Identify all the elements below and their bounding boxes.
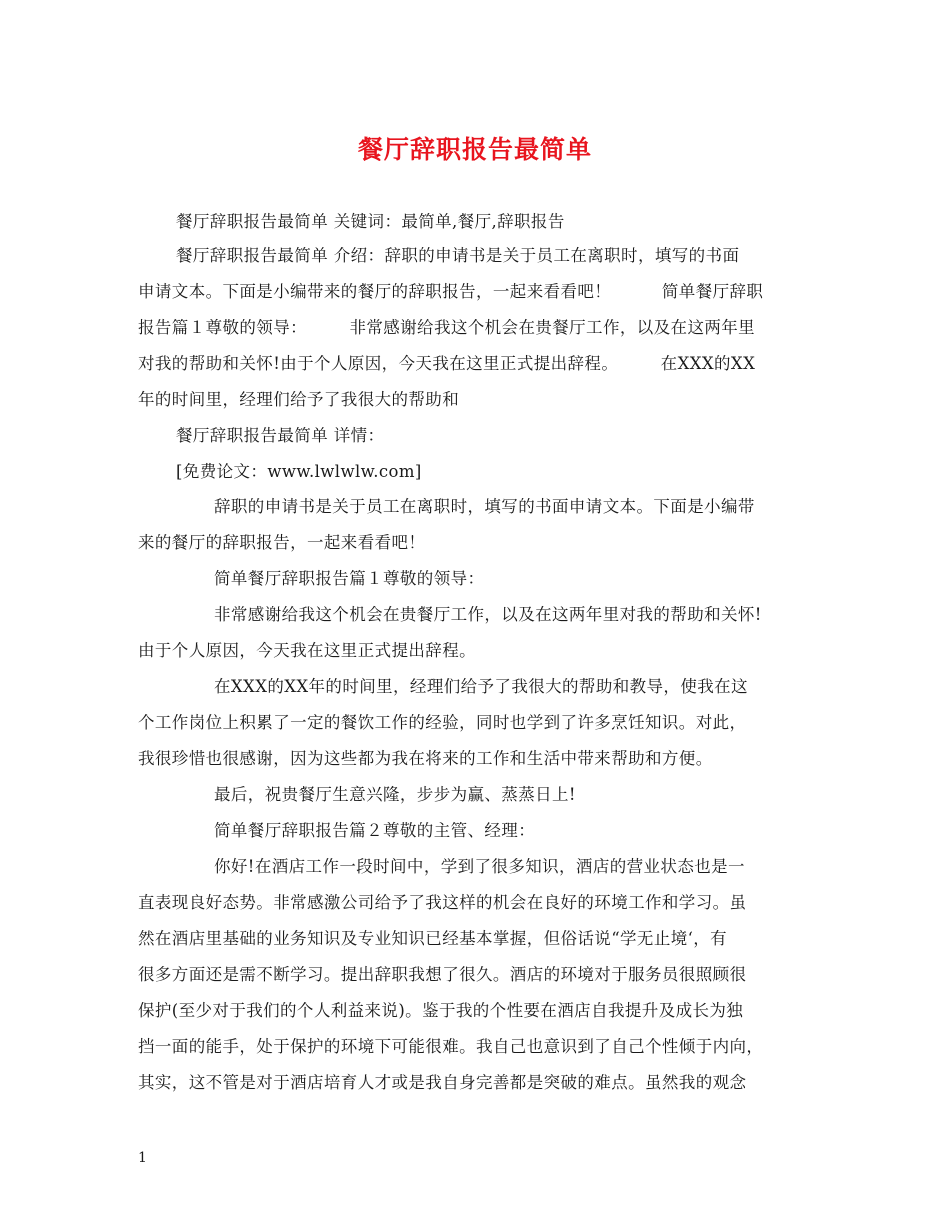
paragraph-line: 其实，这不管是对于酒店培育人才或是我自身完善都是突破的难点。虽然我的观念: [138, 1073, 747, 1092]
details-line: 餐厅辞职报告最简单 详情：: [176, 426, 385, 445]
paragraph-line: 个工作岗位上积累了一定的餐饮工作的经验，同时也学到了许多烹饪知识。对此，: [138, 713, 747, 732]
section-heading-1: 简单餐厅辞职报告篇１尊敬的领导：: [214, 569, 485, 588]
paragraph-line: 挡一面的能手，处于保护的环境下可能很难。我自己也意识到了自己个性倾于内向，: [138, 1037, 764, 1056]
text-line: 申请文本。下面是小编带来的餐厅的辞职报告，一起来看看吧！ 简单餐厅辞职: [138, 282, 764, 301]
source-line: [免费论文：www.lwlwlw.com]: [176, 462, 422, 481]
section-heading-2: 简单餐厅辞职报告篇２尊敬的主管、经理：: [214, 821, 536, 840]
paragraph-line: 非常感谢给我这个机会在贵餐厅工作，以及在这两年里对我的帮助和关怀!: [214, 605, 762, 624]
paragraph-line: 我很珍惜也很感谢，因为这些都为我在将来的工作和生活中带来帮助和方便。: [138, 749, 713, 768]
paragraph-line: 辞职的申请书是关于员工在离职时，填写的书面申请文本。下面是小编带: [214, 497, 755, 516]
paragraph-line: 很多方面还是需不断学习。提出辞职我想了很久。酒店的环境对于服务员很照顾很: [138, 965, 747, 984]
paragraph-line: 直表现良好态势。非常感激公司给予了我这样的机会在良好的环境工作和学习。虽: [138, 893, 747, 912]
intro-line: 餐厅辞职报告最简单 介绍：辞职的申请书是关于员工在离职时，填写的书面: [176, 246, 740, 265]
paragraph-line: 最后，祝贵餐厅生意兴隆，步步为赢、蒸蒸日上!: [214, 785, 576, 804]
paragraph-line: 然在酒店里基础的业务知识及专业知识已经基本掌握，但俗话说“学无止境‘，有: [138, 929, 728, 948]
keywords-line: 餐厅辞职报告最简单 关键词：最简单,餐厅,辞职报告: [176, 212, 565, 231]
text-line: 报告篇１尊敬的领导： 非常感谢给我这个机会在贵餐厅工作，以及在这两年里: [138, 318, 756, 337]
paragraph-line: 由于个人原因，今天我在这里正式提出辞程。: [138, 641, 476, 660]
document-title: 餐厅辞职报告最简单: [357, 135, 592, 164]
paragraph-line: 保护(至少对于我们的个人利益来说)。鉴于我的个性要在酒店自我提升及成长为独: [138, 1001, 744, 1020]
text-line: 年的时间里，经理们给予了我很大的帮助和: [138, 390, 460, 409]
paragraph-line: 在XXX的XX年的时间里，经理们给予了我很大的帮助和教导，使我在这: [214, 677, 748, 696]
paragraph-line: 来的餐厅的辞职报告，一起来看看吧！: [138, 533, 426, 552]
text-line: 对我的帮助和关怀!由于个人原因，今天我在这里正式提出辞程。 在XXX的XX: [138, 354, 756, 373]
page-number: 1: [138, 1150, 147, 1166]
paragraph-line: 你好!在酒店工作一段时间中，学到了很多知识，酒店的营业状态也是一: [214, 857, 745, 876]
